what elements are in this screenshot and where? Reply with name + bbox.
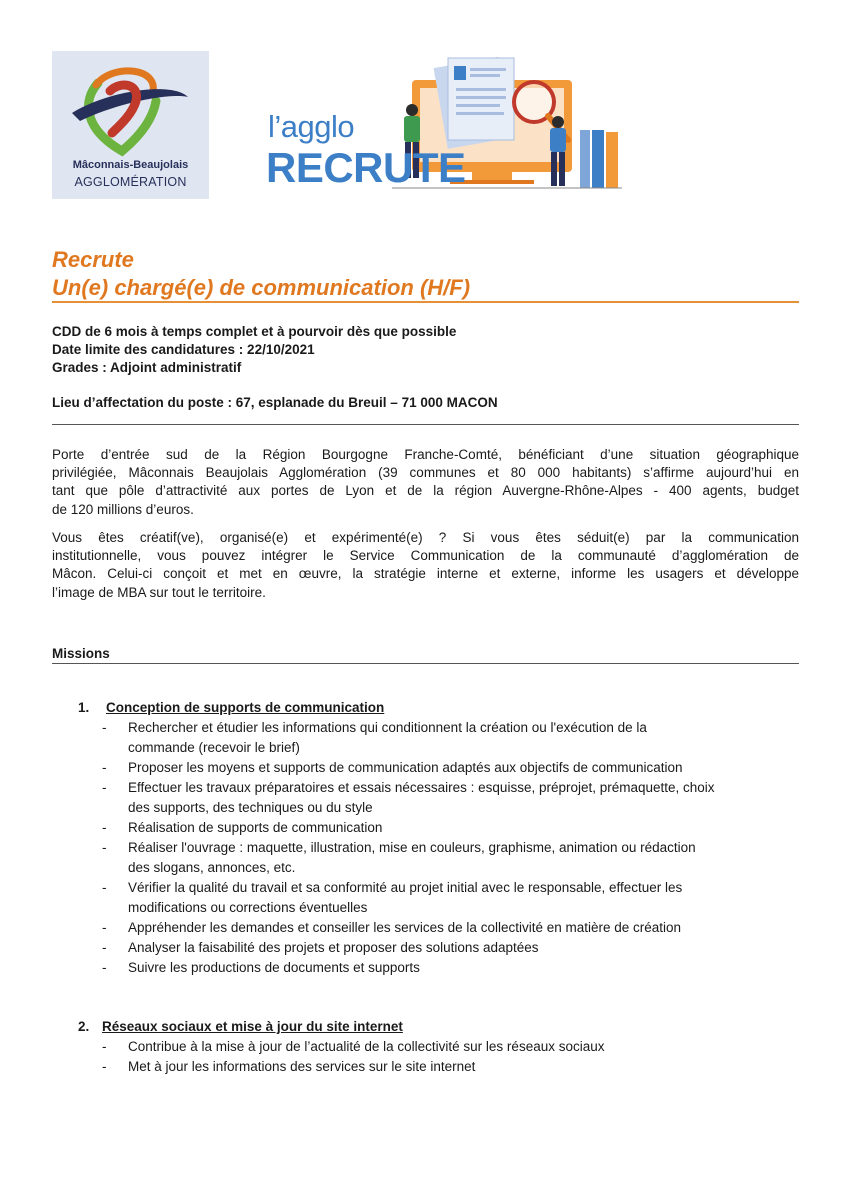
- intro-paragraph-2: [52, 529, 799, 602]
- intro-p2-line: Mâcon. Celui-ci conçoit et met en œuvre, la stratégie interne et externe, informe les usagers et développe: [52, 566, 799, 582]
- title-line-1: Recrute: [52, 247, 134, 272]
- mission-1-label: Conception de supports de communication: [106, 700, 385, 715]
- missions-divider: [52, 663, 799, 664]
- title-divider: [52, 301, 799, 303]
- logo-line-2: AGGLOMÉRATION: [74, 175, 187, 189]
- intro-p2-line: institutionnelle, vous pouvez intégrer le Service Communication de la communauté d’agglomération de: [52, 548, 799, 564]
- intro-p1-line: privilégiée, Mâconnais Beaujolais Agglomération (39 communes et 80 000 habitants) s’affirme aujourd’hui en: [52, 465, 799, 481]
- location-info: Lieu d’affectation du poste : 67, esplanade du Breuil – 71 000 MACON: [52, 395, 498, 410]
- title-line-2: Un(e) chargé(e) de communication (H/F): [52, 275, 471, 300]
- contract-info: CDD de 6 mois à temps complet et à pourvoir dès que possible: [52, 324, 457, 339]
- intro-p1-line: de 120 millions d’euros.: [52, 501, 194, 517]
- intro-p2-line: l’image de MBA sur tout le territoire.: [52, 584, 266, 600]
- mba-logo: [52, 51, 209, 199]
- heart-logo-icon: [52, 51, 209, 161]
- banner-big-text: RECRUTE: [266, 144, 466, 191]
- logo-line-1: Mâconnais-Beaujolais: [72, 159, 189, 171]
- meta-divider: [52, 424, 799, 425]
- mission-2-title: [78, 1018, 798, 1036]
- intro-p2-line: Vous êtes créatif(ve), organisé(e) et expérimenté(e) ? Si vous êtes séduit(e) par la communication: [52, 530, 799, 545]
- banner-small-text: l’agglo: [268, 109, 355, 144]
- intro-paragraph-1: [52, 446, 799, 519]
- mission-2-label: Réseaux sociaux et mise à jour du site internet: [102, 1019, 403, 1034]
- deadline-info: Date limite des candidatures : 22/10/2021: [52, 342, 315, 357]
- mission-1-number: 1.: [78, 700, 90, 715]
- recruitment-banner: [262, 52, 624, 194]
- intro-p1-line: Porte d’entrée sud de la Région Bourgogne Franche-Comté, bénéficiant d’une situation géographique: [52, 447, 799, 462]
- missions-heading: Missions: [52, 646, 110, 661]
- grades-info: Grades : Adjoint administratif: [52, 360, 242, 375]
- intro-p1-line: tant que pôle d’attractivité aux portes de Lyon et de la région Auvergne-Rhône-Alpes - 400 agents, budget: [52, 483, 799, 499]
- mission-1-title: [78, 699, 798, 717]
- mission-2-number: 2.: [78, 1019, 90, 1034]
